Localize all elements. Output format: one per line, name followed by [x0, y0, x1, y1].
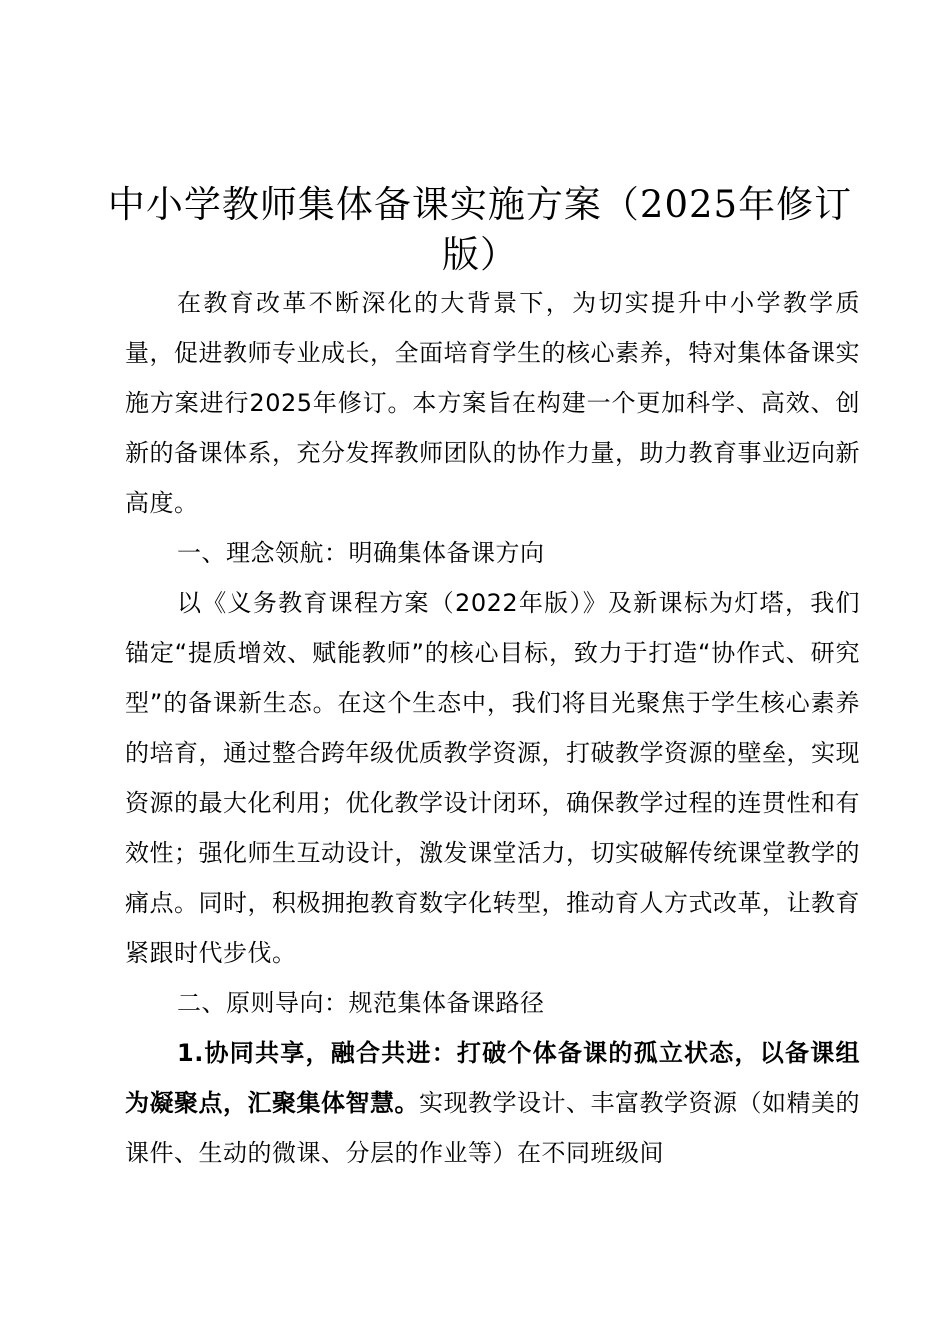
item-1-text: 实现教学设计、丰富教学资源（如精美的课件、生动的微课、分层的作业等）在不同班级间: [125, 1089, 860, 1167]
section-1-paragraph: 以《义务教育课程方案（2022年版）》及新课标为灯塔，我们锚定“提质增效、赋能教师”的核心目标，致力于打造“协作式、研究型”的备课新生态。在这个生态中，我们将目光聚焦于学生核心素养的培育，通过整合跨年级优质教学资源，打破教学资源的壁垒，实现资源的最大化利用；优化教学设计闭环，确保教学过程的连贯性和有效性；强化师生互动设计，激发课堂活力，切实破解传统课堂教学的痛点。同时，积极拥抱教育数字化转型，推动育人方式改革，让教育紧跟时代步伐。: [125, 589, 860, 967]
document-title: 中小学教师集体备课实施方案（2025年修订版）: [107, 183, 853, 276]
section-1-heading: 一、理念领航：明确集体备课方向: [177, 539, 545, 567]
section-2-item-1: [125, 1028, 860, 1178]
intro-paragraph: 在教育改革不断深化的大背景下，为切实提升中小学教学质量，促进教师专业成长，全面培育学生的核心素养，特对集体备课实施方案进行2025年修订。本方案旨在构建一个更加科学、高效、创新的备课体系，充分发挥教师团队的协作力量，助力教育事业迈向新高度。: [125, 289, 860, 517]
item-1-bold-lead: 1.协同共享，融合共进：打破个体备课的孤立状态，以备课组为凝聚点，汇聚集体智慧。: [125, 1039, 860, 1117]
section-2-heading: 二、原则导向：规范集体备课路径: [177, 989, 545, 1017]
document-body: [125, 278, 860, 1178]
